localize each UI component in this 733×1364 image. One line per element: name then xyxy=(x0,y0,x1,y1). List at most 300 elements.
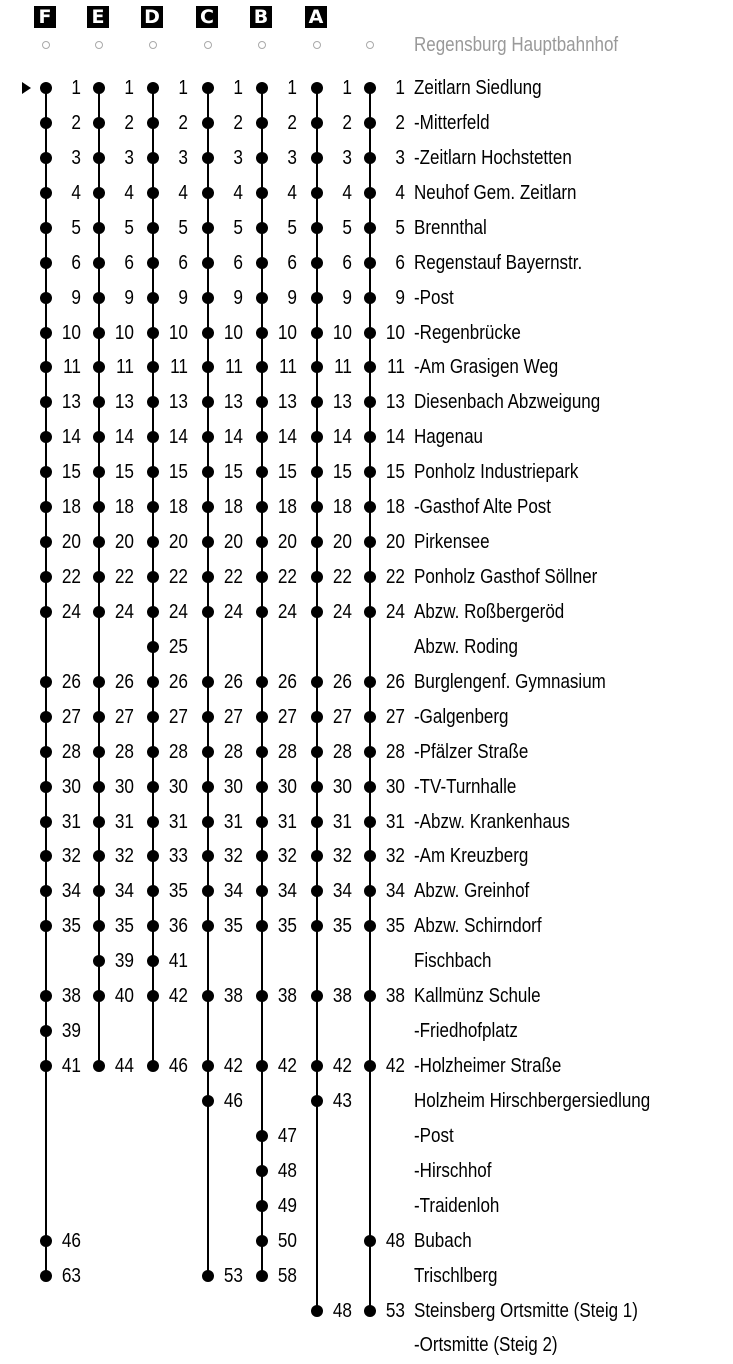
route-line xyxy=(369,88,371,1311)
stop-time: 34 xyxy=(277,880,297,903)
route-badge[interactable]: A xyxy=(305,6,327,28)
stop-time: 24 xyxy=(277,600,297,623)
stop-time: 35 xyxy=(223,915,243,938)
stop-time: 5 xyxy=(233,216,243,239)
stop-dot xyxy=(147,1060,159,1072)
stop-dot xyxy=(364,327,376,339)
stop-dot xyxy=(202,571,214,583)
stop-time: 53 xyxy=(223,1264,243,1287)
current-stop-arrow-icon xyxy=(22,82,31,94)
stop-time: 35 xyxy=(61,915,81,938)
stop-time: 35 xyxy=(114,915,134,938)
stop-time: 6 xyxy=(233,251,243,274)
stop-dot xyxy=(256,501,268,513)
stop-time: 20 xyxy=(277,531,297,554)
stop-dot xyxy=(93,885,105,897)
stop-name[interactable]: -Friedhofplatz xyxy=(414,1020,518,1043)
stop-name[interactable]: -Zeitlarn Hochstetten xyxy=(414,146,572,169)
stop-dot xyxy=(364,501,376,513)
stop-name[interactable]: -Gasthof Alte Post xyxy=(414,496,552,519)
stop-name[interactable]: -Mitterfeld xyxy=(414,111,490,134)
stop-dot xyxy=(93,361,105,373)
stop-time: 31 xyxy=(168,810,188,833)
stop-time: 22 xyxy=(223,566,243,589)
stop-time: 43 xyxy=(332,1089,352,1112)
stop-time: 11 xyxy=(63,356,81,379)
stop-name[interactable]: Trischlberg xyxy=(414,1264,498,1287)
stop-name[interactable]: Ponholz Gasthof Söllner xyxy=(414,566,598,589)
stop-dot xyxy=(202,396,214,408)
stop-dot xyxy=(202,501,214,513)
stop-dot xyxy=(311,816,323,828)
stop-time: 11 xyxy=(116,356,134,379)
stop-time: 27 xyxy=(168,705,188,728)
stop-time: 6 xyxy=(395,251,405,274)
stop-dot xyxy=(93,431,105,443)
stop-dot xyxy=(40,746,52,758)
stop-dot xyxy=(364,82,376,94)
stop-time: 2 xyxy=(342,111,352,134)
stop-time: 13 xyxy=(332,391,352,414)
stop-time: 13 xyxy=(223,391,243,414)
stop-time: 13 xyxy=(277,391,297,414)
stop-dot xyxy=(40,257,52,269)
stop-dot xyxy=(256,746,268,758)
stop-time: 1 xyxy=(395,77,405,99)
stop-time: 22 xyxy=(168,566,188,589)
stop-dot xyxy=(256,1165,268,1177)
stop-time: 50 xyxy=(277,1229,297,1252)
stop-dot xyxy=(202,1095,214,1107)
route-badge[interactable]: B xyxy=(250,6,272,28)
stop-time: 20 xyxy=(114,531,134,554)
stop-time: 49 xyxy=(277,1194,297,1217)
stop-name[interactable]: -Regenbrücke xyxy=(414,321,521,344)
stop-time: 3 xyxy=(342,146,352,169)
stop-dot xyxy=(40,781,52,793)
stop-dot xyxy=(364,1060,376,1072)
stop-name[interactable]: Brennthal xyxy=(414,216,487,239)
stop-name[interactable]: Regensburg Hauptbahnhof xyxy=(414,34,619,56)
stop-dot xyxy=(147,82,159,94)
stop-dot xyxy=(147,466,159,478)
stop-time: 1 xyxy=(342,77,352,99)
stop-time: 42 xyxy=(168,985,188,1008)
stop-time: 2 xyxy=(124,111,134,134)
stop-time: 18 xyxy=(277,496,297,519)
stop-dot xyxy=(93,82,105,94)
origin-stop-marker xyxy=(204,41,212,49)
stop-name[interactable]: -Traidenloh xyxy=(414,1194,500,1217)
stop-dot xyxy=(40,396,52,408)
stop-time: 31 xyxy=(223,810,243,833)
stop-time: 42 xyxy=(332,1055,352,1078)
stop-name[interactable]: Hagenau xyxy=(414,426,484,449)
stop-dot xyxy=(93,746,105,758)
stop-dot xyxy=(147,606,159,618)
stop-dot xyxy=(147,920,159,932)
stop-time: 34 xyxy=(332,880,352,903)
stop-time: 41 xyxy=(168,950,188,973)
stop-name[interactable]: Ponholz Industriepark xyxy=(414,461,579,484)
stop-dot xyxy=(256,676,268,688)
stop-dot xyxy=(93,1060,105,1072)
stop-dot xyxy=(202,1060,214,1072)
stop-time: 27 xyxy=(223,705,243,728)
stop-name[interactable]: Zeitlarn Siedlung xyxy=(414,77,542,99)
stop-time: 28 xyxy=(223,740,243,763)
stop-dot xyxy=(147,327,159,339)
stop-time: 18 xyxy=(223,496,243,519)
stop-dot xyxy=(147,152,159,164)
stop-time: 4 xyxy=(233,181,243,204)
stop-time: 14 xyxy=(385,426,405,449)
stop-name[interactable]: Burglengenf. Gymnasium xyxy=(414,670,606,693)
stop-dot xyxy=(202,222,214,234)
route-badge[interactable]: F xyxy=(34,6,56,28)
stop-dot xyxy=(202,327,214,339)
stop-time: 1 xyxy=(124,77,134,99)
route-badge[interactable]: C xyxy=(196,6,218,28)
stop-dot xyxy=(364,1235,376,1247)
stop-dot xyxy=(202,850,214,862)
stop-dot xyxy=(311,466,323,478)
stop-dot xyxy=(311,711,323,723)
stop-time: 38 xyxy=(332,985,352,1008)
stop-dot xyxy=(40,431,52,443)
stop-time: 32 xyxy=(223,845,243,868)
stop-time: 30 xyxy=(223,775,243,798)
stop-time: 5 xyxy=(342,216,352,239)
stop-time: 15 xyxy=(277,461,297,484)
stop-name[interactable]: -Hirschhof xyxy=(414,1159,492,1182)
stop-name[interactable]: -TV-Turnhalle xyxy=(414,775,517,798)
stop-dot xyxy=(202,82,214,94)
stop-time: 15 xyxy=(61,461,81,484)
stop-dot xyxy=(93,816,105,828)
stop-time: 27 xyxy=(61,705,81,728)
stop-dot xyxy=(364,571,376,583)
stop-dot xyxy=(147,711,159,723)
stop-dot xyxy=(147,117,159,129)
stop-name[interactable]: Abzw. Roßbergeröd xyxy=(414,600,565,623)
stop-time: 46 xyxy=(61,1229,81,1252)
stop-dot xyxy=(147,431,159,443)
stop-time: 28 xyxy=(114,740,134,763)
stop-name[interactable]: Abzw. Roding xyxy=(414,635,518,658)
stop-time: 10 xyxy=(332,321,352,344)
stop-name[interactable]: -Post xyxy=(414,1124,454,1147)
stop-time: 28 xyxy=(61,740,81,763)
stop-time: 30 xyxy=(277,775,297,798)
stop-time: 38 xyxy=(223,985,243,1008)
stop-dot xyxy=(364,781,376,793)
stop-dot xyxy=(256,431,268,443)
stop-dot xyxy=(93,536,105,548)
stop-dot xyxy=(202,536,214,548)
stop-time: 27 xyxy=(385,705,405,728)
stop-time: 20 xyxy=(61,531,81,554)
stop-dot xyxy=(40,676,52,688)
stop-dot xyxy=(364,222,376,234)
stop-dot xyxy=(40,920,52,932)
stop-time: 10 xyxy=(277,321,297,344)
stop-time: 9 xyxy=(124,286,134,309)
origin-stop-marker xyxy=(149,41,157,49)
stop-dot xyxy=(202,676,214,688)
stop-time: 15 xyxy=(223,461,243,484)
stop-time: 34 xyxy=(385,880,405,903)
stop-time: 24 xyxy=(223,600,243,623)
stop-dot xyxy=(256,327,268,339)
stop-name[interactable]: Neuhof Gem. Zeitlarn xyxy=(414,181,577,204)
route-badge[interactable]: D xyxy=(141,6,163,28)
stop-dot xyxy=(40,82,52,94)
stop-time: 9 xyxy=(342,286,352,309)
stop-time: 18 xyxy=(168,496,188,519)
stop-time: 3 xyxy=(287,146,297,169)
stop-time: 4 xyxy=(395,181,405,204)
stop-time: 4 xyxy=(71,181,81,204)
stop-time: 14 xyxy=(277,426,297,449)
stop-dot xyxy=(256,152,268,164)
stop-name[interactable]: -Am Kreuzberg xyxy=(414,845,529,868)
stop-time: 28 xyxy=(332,740,352,763)
stop-time: 24 xyxy=(168,600,188,623)
stop-name[interactable]: -Holzheimer Straße xyxy=(414,1055,562,1078)
stop-time: 28 xyxy=(277,740,297,763)
stop-name[interactable]: Diesenbach Abzweigung xyxy=(414,391,601,414)
stop-dot xyxy=(202,781,214,793)
stop-dot xyxy=(93,955,105,967)
stop-time: 26 xyxy=(61,670,81,693)
stop-name[interactable]: Kallmünz Schule xyxy=(414,985,541,1008)
stop-dot xyxy=(147,187,159,199)
stop-time: 34 xyxy=(114,880,134,903)
stop-dot xyxy=(147,571,159,583)
stop-dot xyxy=(256,82,268,94)
stop-name[interactable]: -Post xyxy=(414,286,454,309)
stop-dot xyxy=(311,746,323,758)
route-line xyxy=(316,88,318,1311)
stop-dot xyxy=(40,152,52,164)
stop-time: 10 xyxy=(385,321,405,344)
stop-dot xyxy=(93,501,105,513)
stop-dot xyxy=(202,746,214,758)
stop-time: 1 xyxy=(233,77,243,99)
stop-dot xyxy=(93,327,105,339)
stop-time: 5 xyxy=(71,216,81,239)
stop-name[interactable]: Regenstauf Bayernstr. xyxy=(414,251,583,274)
stop-dot xyxy=(256,536,268,548)
stop-dot xyxy=(364,606,376,618)
stop-name[interactable]: Pirkensee xyxy=(414,531,490,554)
stop-dot xyxy=(93,466,105,478)
stop-dot xyxy=(364,920,376,932)
stop-time: 6 xyxy=(178,251,188,274)
stop-time: 39 xyxy=(114,950,134,973)
stop-dot xyxy=(40,711,52,723)
stop-dot xyxy=(147,536,159,548)
stop-time: 2 xyxy=(178,111,188,134)
stop-time: 13 xyxy=(385,391,405,414)
stop-time: 4 xyxy=(287,181,297,204)
stop-dot xyxy=(364,885,376,897)
stop-dot xyxy=(202,257,214,269)
stop-dot xyxy=(311,1305,323,1317)
stop-time: 13 xyxy=(168,391,188,414)
stop-dot xyxy=(93,396,105,408)
stop-time: 31 xyxy=(277,810,297,833)
stop-dot xyxy=(256,117,268,129)
stop-time: 48 xyxy=(385,1229,405,1252)
stop-time: 35 xyxy=(385,915,405,938)
stop-dot xyxy=(93,152,105,164)
stop-dot xyxy=(147,222,159,234)
stop-dot xyxy=(311,292,323,304)
stop-dot xyxy=(202,361,214,373)
stop-time: 2 xyxy=(233,111,243,134)
stop-dot xyxy=(202,885,214,897)
stop-dot xyxy=(40,816,52,828)
stop-time: 24 xyxy=(385,600,405,623)
route-badge[interactable]: E xyxy=(87,6,109,28)
stop-time: 14 xyxy=(168,426,188,449)
stop-dot xyxy=(364,746,376,758)
stop-dot xyxy=(40,501,52,513)
stop-dot xyxy=(93,606,105,618)
stop-time: 31 xyxy=(114,810,134,833)
stop-time: 48 xyxy=(332,1299,352,1322)
stop-time: 22 xyxy=(114,566,134,589)
stop-time: 32 xyxy=(114,845,134,868)
stop-name[interactable]: Abzw. Schirndorf xyxy=(414,915,542,938)
stop-time: 42 xyxy=(223,1055,243,1078)
stop-dot xyxy=(256,1130,268,1142)
stop-time: 1 xyxy=(287,77,297,99)
stop-dot xyxy=(147,292,159,304)
stop-dot xyxy=(40,536,52,548)
stop-dot xyxy=(311,571,323,583)
stop-time: 34 xyxy=(223,880,243,903)
stop-name[interactable]: Abzw. Greinhof xyxy=(414,880,530,903)
stop-name[interactable]: Bubach xyxy=(414,1229,472,1252)
stop-time: 11 xyxy=(279,356,297,379)
stop-time: 28 xyxy=(168,740,188,763)
stop-name[interactable]: -Galgenberg xyxy=(414,705,509,728)
stop-dot xyxy=(147,641,159,653)
stop-time: 10 xyxy=(223,321,243,344)
origin-stop-marker xyxy=(42,41,50,49)
stop-dot xyxy=(311,536,323,548)
stop-dot xyxy=(256,606,268,618)
stop-dot xyxy=(147,361,159,373)
stop-time: 14 xyxy=(114,426,134,449)
stop-name[interactable]: -Abzw. Krankenhaus xyxy=(414,810,570,833)
stop-dot xyxy=(93,781,105,793)
stop-dot xyxy=(256,1270,268,1282)
stop-dot xyxy=(364,117,376,129)
stop-dot xyxy=(256,222,268,234)
stop-time: 58 xyxy=(277,1264,297,1287)
stop-time: 26 xyxy=(277,670,297,693)
origin-stop-marker xyxy=(313,41,321,49)
stop-time: 2 xyxy=(395,111,405,134)
stop-time: 11 xyxy=(225,356,243,379)
stop-name[interactable]: Fischbach xyxy=(414,950,492,973)
stop-name[interactable]: -Ortsmitte (Steig 2) xyxy=(414,1334,558,1357)
stop-time: 20 xyxy=(385,531,405,554)
stop-time: 38 xyxy=(277,985,297,1008)
stop-dot xyxy=(364,257,376,269)
stop-dot xyxy=(311,187,323,199)
stop-time: 42 xyxy=(277,1055,297,1078)
stop-dot xyxy=(256,571,268,583)
stop-dot xyxy=(364,187,376,199)
stop-dot xyxy=(256,920,268,932)
stop-time: 39 xyxy=(61,1020,81,1043)
stop-dot xyxy=(93,222,105,234)
stop-time: 2 xyxy=(287,111,297,134)
stop-time: 35 xyxy=(168,880,188,903)
origin-stop-marker xyxy=(366,41,374,49)
stop-time: 30 xyxy=(332,775,352,798)
stop-time: 9 xyxy=(395,286,405,309)
stop-name[interactable]: -Am Grasigen Weg xyxy=(414,356,559,379)
stop-time: 35 xyxy=(277,915,297,938)
stop-dot xyxy=(202,292,214,304)
stop-time: 47 xyxy=(277,1124,297,1147)
stop-time: 18 xyxy=(61,496,81,519)
stop-time: 5 xyxy=(287,216,297,239)
stop-dot xyxy=(202,711,214,723)
stop-dot xyxy=(40,990,52,1002)
stop-dot xyxy=(311,990,323,1002)
stop-time: 14 xyxy=(223,426,243,449)
stop-time: 15 xyxy=(332,461,352,484)
origin-stop-marker xyxy=(258,41,266,49)
stop-dot xyxy=(311,361,323,373)
stop-dot xyxy=(40,117,52,129)
stop-time: 41 xyxy=(61,1055,81,1078)
stop-dot xyxy=(364,292,376,304)
stop-name[interactable]: -Pfälzer Straße xyxy=(414,740,529,763)
stop-name[interactable]: Steinsberg Ortsmitte (Steig 1) xyxy=(414,1299,638,1322)
stop-dot xyxy=(256,396,268,408)
stop-dot xyxy=(93,187,105,199)
stop-dot xyxy=(147,396,159,408)
stop-time: 11 xyxy=(170,356,188,379)
stop-dot xyxy=(93,292,105,304)
stop-dot xyxy=(40,1025,52,1037)
stop-time: 14 xyxy=(61,426,81,449)
stop-time: 36 xyxy=(168,915,188,938)
stop-time: 5 xyxy=(178,216,188,239)
stop-name[interactable]: Holzheim Hirschbergersiedlung xyxy=(414,1089,651,1112)
stop-dot xyxy=(364,361,376,373)
stop-time: 1 xyxy=(178,77,188,99)
stop-dot xyxy=(202,466,214,478)
stop-time: 22 xyxy=(61,566,81,589)
stop-dot xyxy=(40,187,52,199)
stop-dot xyxy=(364,850,376,862)
stop-time: 63 xyxy=(61,1264,81,1287)
stop-time: 26 xyxy=(223,670,243,693)
stop-dot xyxy=(93,990,105,1002)
stop-time: 18 xyxy=(385,496,405,519)
stop-dot xyxy=(40,292,52,304)
stop-time: 53 xyxy=(385,1299,405,1322)
